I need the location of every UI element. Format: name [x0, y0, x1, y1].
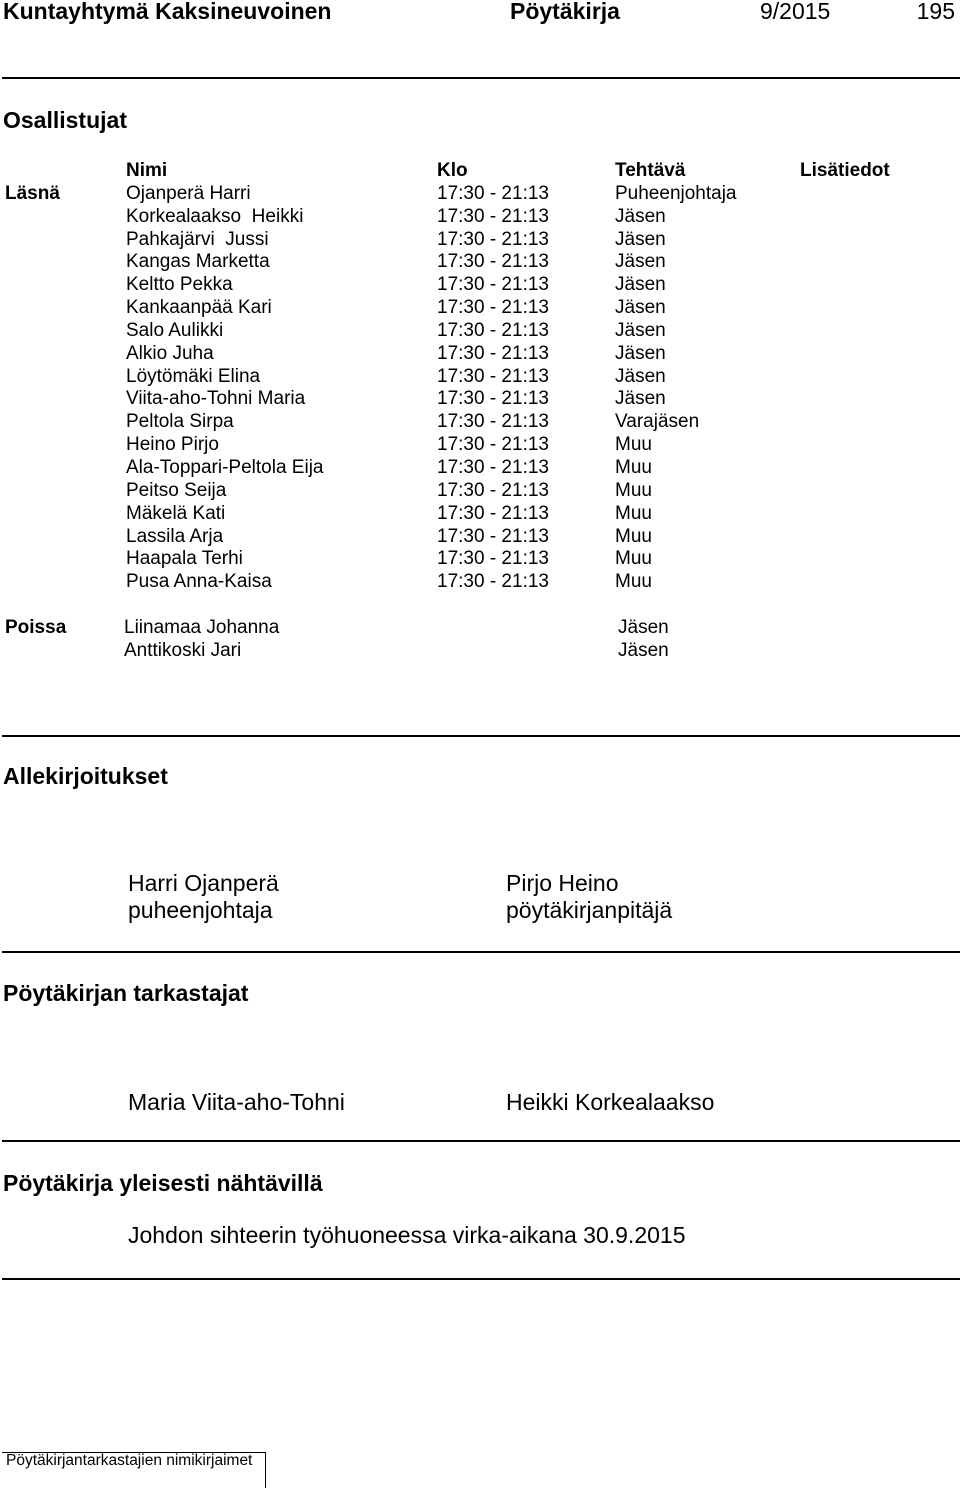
table-row	[5, 206, 905, 229]
document-type: Pöytäkirja	[510, 0, 620, 24]
participant-time: 17:30 - 21:13	[437, 525, 549, 547]
participant-role: Jäsen	[615, 251, 666, 273]
table-row	[5, 343, 905, 366]
table-row	[5, 388, 905, 411]
participant-time: 17:30 - 21:13	[437, 274, 549, 296]
participant-time: 17:30 - 21:13	[437, 388, 549, 410]
table-row	[5, 229, 905, 252]
table-row	[5, 617, 905, 640]
table-row	[5, 571, 905, 594]
reviewer-name: Maria Viita-aho-Tohni	[128, 1089, 345, 1115]
table-row	[5, 457, 905, 480]
section-divider	[2, 735, 960, 737]
table-row	[5, 480, 905, 503]
participant-name: Peltola Sirpa	[126, 411, 234, 433]
signatures-heading: Allekirjoitukset	[3, 763, 168, 789]
signer-title: puheenjohtaja	[128, 897, 273, 923]
table-row	[5, 526, 905, 549]
participant-time: 17:30 - 21:13	[437, 456, 549, 478]
participant-role: Jäsen	[615, 205, 666, 227]
table-row	[5, 548, 905, 571]
participant-time: 17:30 - 21:13	[437, 548, 549, 570]
table-row	[5, 640, 905, 663]
participant-role: Jäsen	[615, 388, 666, 410]
participant-time: 17:30 - 21:13	[437, 297, 549, 319]
reviewers-heading: Pöytäkirjan tarkastajat	[3, 980, 249, 1006]
participant-role: Muu	[615, 479, 652, 501]
participant-name: Korkealaakso Heikki	[126, 205, 304, 227]
participant-time: 17:30 - 21:13	[437, 411, 549, 433]
absent-name: Anttikoski Jari	[124, 639, 242, 661]
participant-time: 17:30 - 21:13	[437, 365, 549, 387]
participants-heading: Osallistujat	[3, 107, 127, 133]
column-header-time: Klo	[437, 160, 468, 181]
participant-role: Jäsen	[615, 342, 666, 364]
participant-role: Varajäsen	[615, 411, 700, 433]
table-row	[5, 183, 905, 206]
public-display-heading: Pöytäkirja yleisesti nähtävillä	[3, 1170, 323, 1196]
participant-name: Salo Aulikki	[126, 319, 224, 341]
participant-role: Puheenjohtaja	[615, 182, 737, 204]
signer-title: pöytäkirjanpitäjä	[506, 897, 673, 923]
absent-role: Jäsen	[618, 639, 669, 661]
participant-name: Pusa Anna-Kaisa	[126, 571, 272, 593]
page-number: 195	[916, 0, 955, 24]
participant-time: 17:30 - 21:13	[437, 479, 549, 501]
absent-label: Poissa	[5, 617, 67, 638]
section-divider	[2, 951, 960, 953]
table-row	[5, 411, 905, 434]
section-divider	[2, 1278, 960, 1280]
absent-role: Jäsen	[618, 617, 669, 638]
public-display-text: Johdon sihteerin työhuoneessa virka-aikana 30.9.2015	[128, 1222, 686, 1248]
participant-role: Muu	[615, 502, 652, 524]
participant-role: Jäsen	[615, 297, 666, 319]
column-header-notes: Lisätiedot	[800, 160, 890, 181]
participant-name: Ojanperä Harri	[126, 182, 251, 204]
participant-name: Ala-Toppari-Peltola Eija	[126, 456, 324, 478]
participant-role: Jäsen	[615, 228, 666, 250]
meeting-number: 9/2015	[760, 0, 831, 24]
absent-name: Liinamaa Johanna	[124, 617, 280, 638]
column-header-name: Nimi	[126, 160, 168, 181]
participant-role: Jäsen	[615, 365, 666, 387]
initials-box	[2, 1452, 266, 1488]
participant-time: 17:30 - 21:13	[437, 182, 549, 204]
section-divider	[2, 1140, 960, 1142]
participant-time: 17:30 - 21:13	[437, 251, 549, 273]
header-divider	[2, 77, 960, 79]
participant-name: Lassila Arja	[126, 525, 224, 547]
participant-time: 17:30 - 21:13	[437, 205, 549, 227]
table-row	[5, 320, 905, 343]
table-row	[5, 434, 905, 457]
participant-name: Alkio Juha	[126, 342, 214, 364]
table-row	[5, 366, 905, 389]
signer-name: Pirjo Heino	[506, 870, 619, 896]
table-row	[5, 251, 905, 274]
participant-name: Heino Pirjo	[126, 434, 219, 456]
participant-time: 17:30 - 21:13	[437, 342, 549, 364]
participant-role: Jäsen	[615, 274, 666, 296]
participant-name: Kankaanpää Kari	[126, 297, 272, 319]
participant-role: Jäsen	[615, 319, 666, 341]
absent-table	[5, 617, 905, 663]
participant-role: Muu	[615, 548, 652, 570]
participant-role: Muu	[615, 525, 652, 547]
participant-time: 17:30 - 21:13	[437, 571, 549, 593]
participant-time: 17:30 - 21:13	[437, 434, 549, 456]
participant-name: Viita-aho-Tohni Maria	[126, 388, 306, 410]
table-row	[5, 297, 905, 320]
table-header-row	[5, 160, 905, 183]
signer-name: Harri Ojanperä	[128, 870, 279, 896]
initials-label: Pöytäkirjantarkastajien nimikirjaimet	[6, 1452, 253, 1469]
reviewer-name: Heikki Korkealaakso	[506, 1089, 715, 1115]
participant-time: 17:30 - 21:13	[437, 228, 549, 250]
participant-time: 17:30 - 21:13	[437, 502, 549, 524]
present-label: Läsnä	[5, 182, 60, 204]
column-header-role: Tehtävä	[615, 160, 686, 181]
participant-name: Haapala Terhi	[126, 548, 243, 570]
organization-name: Kuntayhtymä Kaksineuvoinen	[3, 0, 332, 24]
participant-name: Mäkelä Kati	[126, 502, 226, 524]
table-row	[5, 503, 905, 526]
table-row	[5, 274, 905, 297]
participant-name: Kangas Marketta	[126, 251, 270, 273]
participant-name: Löytömäki Elina	[126, 365, 261, 387]
participant-name: Peitso Seija	[126, 479, 227, 501]
participant-role: Muu	[615, 434, 652, 456]
participant-name: Pahkajärvi Jussi	[126, 228, 269, 250]
participant-role: Muu	[615, 456, 652, 478]
participant-time: 17:30 - 21:13	[437, 319, 549, 341]
present-table	[5, 160, 905, 594]
participant-name: Keltto Pekka	[126, 274, 233, 296]
participant-role: Muu	[615, 571, 652, 593]
